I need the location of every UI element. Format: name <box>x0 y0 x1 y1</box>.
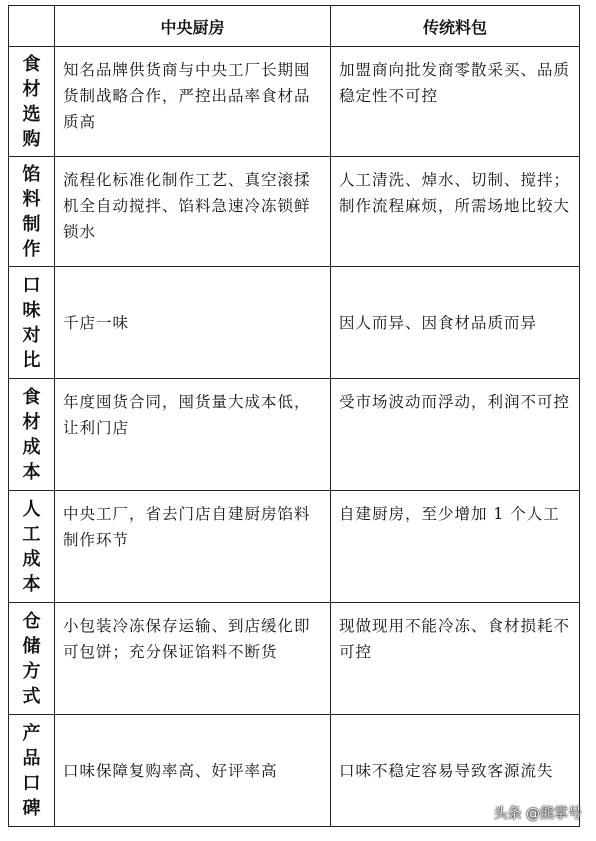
row-label-text: 仓储方式 <box>22 610 41 707</box>
row-label-text: 馅料制作 <box>22 163 41 260</box>
row-label-text: 食材选购 <box>22 53 41 150</box>
table-row <box>9 267 580 379</box>
central-kitchen-cell: 口味保障复购率高、好评率高 <box>55 715 331 827</box>
row-label <box>9 47 55 157</box>
header-corner <box>9 6 55 47</box>
row-label <box>9 157 55 267</box>
table-row <box>9 491 580 603</box>
traditional-pack-cell: 现做现用不能冷冻、食材损耗不可控 <box>331 603 580 715</box>
row-label <box>9 715 55 827</box>
central-kitchen-cell: 流程化标准化制作工艺、真空滚揉机全自动搅拌、馅料急速冷冻锁鲜锁水 <box>55 157 331 267</box>
row-label-text: 人工成本 <box>22 498 41 595</box>
traditional-pack-cell: 自建厨房，至少增加 1 个人工 <box>331 491 580 603</box>
table-row <box>9 379 580 491</box>
row-label <box>9 379 55 491</box>
row-label <box>9 603 55 715</box>
comparison-table <box>8 5 580 827</box>
central-kitchen-cell: 年度囤货合同，囤货量大成本低，让利门店 <box>55 379 331 491</box>
table-row <box>9 47 580 157</box>
header-central-kitchen: 中央厨房 <box>55 6 331 47</box>
header-row <box>9 6 580 47</box>
header-traditional-pack: 传统料包 <box>331 6 580 47</box>
row-label-text: 口味对比 <box>22 274 41 371</box>
table-row <box>9 157 580 267</box>
central-kitchen-cell: 千店一味 <box>55 267 331 379</box>
central-kitchen-cell: 小包装冷冻保存运输、到店缓化即可包饼；充分保证馅料不断货 <box>55 603 331 715</box>
traditional-pack-cell: 因人而异、因食材品质而异 <box>331 267 580 379</box>
central-kitchen-cell: 中央工厂，省去门店自建厨房馅料制作环节 <box>55 491 331 603</box>
watermark: 头条 @熊掌号 <box>493 806 582 822</box>
row-label <box>9 491 55 603</box>
traditional-pack-cell: 受市场波动而浮动，利润不可控 <box>331 379 580 491</box>
traditional-pack-cell: 加盟商向批发商零散采买、品质稳定性不可控 <box>331 47 580 157</box>
row-label-text: 食材成本 <box>22 386 41 483</box>
traditional-pack-cell: 口味不稳定容易导致客源流失 <box>331 715 580 827</box>
table-row <box>9 603 580 715</box>
traditional-pack-cell: 人工清洗、焯水、切制、搅拌；制作流程麻烦，所需场地比较大 <box>331 157 580 267</box>
row-label-text: 产品口碑 <box>22 722 41 819</box>
central-kitchen-cell: 知名品牌供货商与中央工厂长期囤货制战略合作，严控出品率食材品质高 <box>55 47 331 157</box>
row-label <box>9 267 55 379</box>
